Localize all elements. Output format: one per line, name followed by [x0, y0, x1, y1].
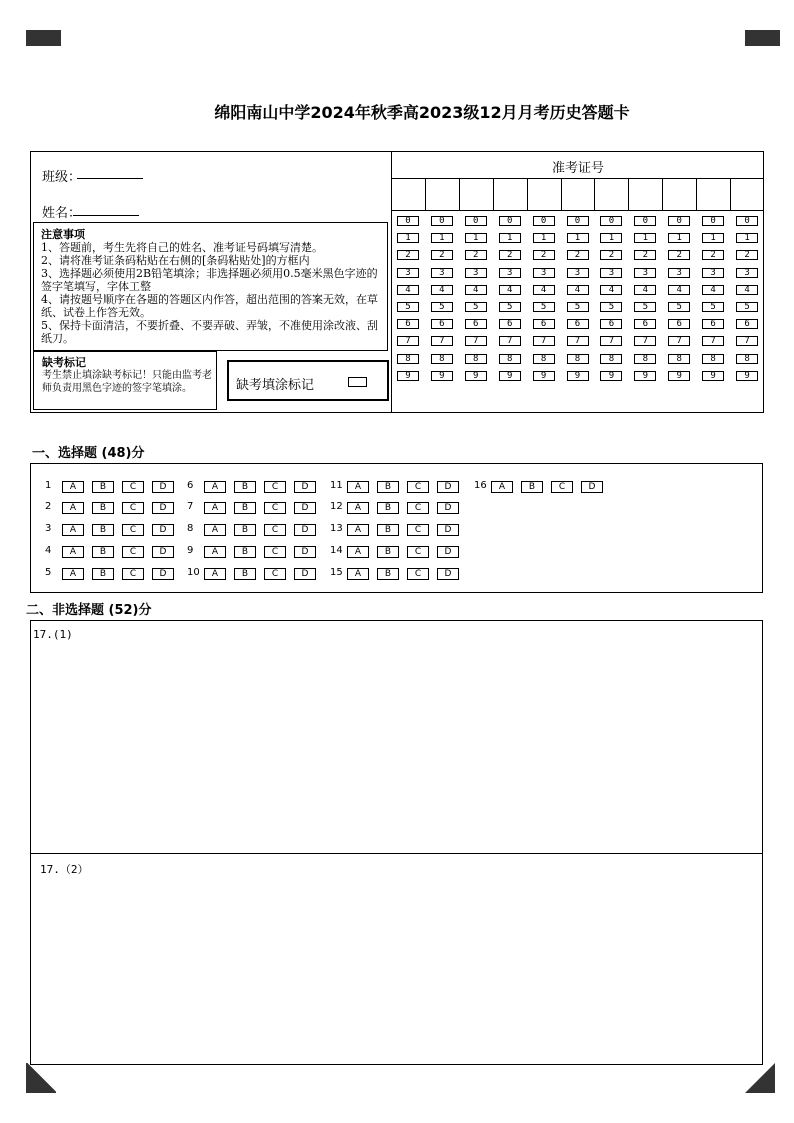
choice-bubble[interactable]: C: [407, 502, 429, 514]
exam-id-digit-bubble[interactable]: 2: [736, 250, 758, 260]
exam-id-column-divider: [594, 178, 595, 210]
answer-area-17-2[interactable]: [30, 853, 763, 1065]
choice-bubble[interactable]: A: [347, 524, 369, 536]
choice-bubble[interactable]: A: [204, 546, 226, 558]
exam-id-digit-bubble[interactable]: 2: [567, 250, 589, 260]
question-number: 7: [187, 501, 194, 512]
exam-id-digit-bubble[interactable]: 5: [736, 302, 758, 312]
choice-bubble[interactable]: B: [234, 481, 256, 493]
choice-bubble[interactable]: C: [122, 568, 144, 580]
choice-bubble[interactable]: C: [264, 481, 286, 493]
exam-id-digit-bubble[interactable]: 7: [397, 336, 419, 346]
choice-bubble[interactable]: A: [347, 568, 369, 580]
exam-id-digit-bubble[interactable]: 8: [634, 354, 656, 364]
question-number: 9: [187, 545, 194, 556]
notes-line: 5、保持卡面清洁，不要折叠、不要弄破、弄皱，不准使用涂改液、刮纸刀。: [41, 319, 378, 345]
exam-id-digit-bubble[interactable]: 4: [499, 285, 521, 295]
exam-id-digit-bubble[interactable]: 4: [567, 285, 589, 295]
absent-title: 缺考标记: [42, 356, 86, 369]
choice-bubble[interactable]: C: [264, 502, 286, 514]
corner-marker-top-left: [26, 30, 61, 46]
section2-title: 二、非选择题 (52)分: [26, 603, 152, 618]
exam-id-digit-bubble[interactable]: 6: [397, 319, 419, 329]
exam-id-digit-bubble[interactable]: 7: [499, 336, 521, 346]
exam-id-digit-bubble[interactable]: 3: [397, 268, 419, 278]
exam-id-digit-bubble[interactable]: 9: [567, 371, 589, 381]
choice-bubble[interactable]: B: [377, 546, 399, 558]
choice-bubble[interactable]: A: [62, 524, 84, 536]
exam-id-digit-bubble[interactable]: 0: [702, 216, 724, 226]
exam-id-digit-bubble[interactable]: 0: [533, 216, 555, 226]
choice-bubble[interactable]: B: [92, 524, 114, 536]
exam-id-digit-bubble[interactable]: 0: [567, 216, 589, 226]
choice-bubble[interactable]: D: [294, 502, 316, 514]
exam-id-column-divider: [493, 178, 494, 210]
exam-id-digit-bubble[interactable]: 0: [736, 216, 758, 226]
choice-bubble[interactable]: B: [234, 502, 256, 514]
choice-bubble[interactable]: C: [407, 546, 429, 558]
exam-id-digit-bubble[interactable]: 8: [702, 354, 724, 364]
choice-bubble[interactable]: C: [551, 481, 573, 493]
corner-marker-bottom-left: [26, 1063, 56, 1093]
exam-id-digit-bubble[interactable]: 5: [668, 302, 690, 312]
choice-bubble[interactable]: C: [122, 502, 144, 514]
choice-bubble[interactable]: A: [347, 546, 369, 558]
choice-bubble[interactable]: D: [294, 481, 316, 493]
exam-id-digit-bubble[interactable]: 7: [533, 336, 555, 346]
choice-bubble[interactable]: D: [152, 524, 174, 536]
exam-id-digit-bubble[interactable]: 3: [499, 268, 521, 278]
absent-fill-checkbox[interactable]: [348, 377, 367, 387]
exam-id-digit-bubble[interactable]: 0: [431, 216, 453, 226]
exam-id-digit-bubble[interactable]: 6: [600, 319, 622, 329]
notes-line: 1、答题前，考生先将自己的姓名、准考证号码填写清楚。: [41, 241, 323, 254]
exam-id-column-divider: [696, 178, 697, 210]
exam-id-digit-bubble[interactable]: 0: [397, 216, 419, 226]
choice-bubble[interactable]: D: [294, 568, 316, 580]
class-field[interactable]: [77, 178, 143, 179]
choice-bubble[interactable]: B: [377, 524, 399, 536]
exam-id-digit-bubble[interactable]: 0: [465, 216, 487, 226]
exam-id-digit-bubble[interactable]: 2: [634, 250, 656, 260]
choice-bubble[interactable]: B: [92, 546, 114, 558]
choice-bubble[interactable]: D: [152, 481, 174, 493]
choice-bubble[interactable]: A: [204, 568, 226, 580]
absent-desc: 考生禁止填涂缺考标记！只能由监考老师负责用黑色字迹的签字笔填涂。: [42, 370, 212, 394]
exam-id-digit-bubble[interactable]: 1: [634, 233, 656, 243]
question-number: 8: [187, 523, 194, 534]
exam-id-digit-bubble[interactable]: 6: [634, 319, 656, 329]
exam-id-digit-bubble[interactable]: 4: [736, 285, 758, 295]
exam-id-digit-bubble[interactable]: 2: [397, 250, 419, 260]
exam-id-digit-bubble[interactable]: 8: [465, 354, 487, 364]
exam-id-digit-bubble[interactable]: 9: [397, 371, 419, 381]
question-number: 14: [330, 545, 343, 556]
answer-area-17-1[interactable]: [30, 620, 763, 854]
exam-id-column-divider: [527, 178, 528, 210]
choice-bubble[interactable]: D: [437, 568, 459, 580]
choice-bubble[interactable]: A: [347, 502, 369, 514]
exam-id-digit-bubble[interactable]: 2: [600, 250, 622, 260]
choice-bubble[interactable]: C: [122, 546, 144, 558]
question-number: 6: [187, 480, 194, 491]
exam-id-digit-bubble[interactable]: 3: [431, 268, 453, 278]
choice-bubble[interactable]: C: [407, 524, 429, 536]
exam-id-digit-bubble[interactable]: 6: [533, 319, 555, 329]
exam-id-digit-bubble[interactable]: 2: [499, 250, 521, 260]
exam-id-digit-bubble[interactable]: 8: [397, 354, 419, 364]
exam-id-digit-bubble[interactable]: 8: [431, 354, 453, 364]
choice-bubble[interactable]: A: [62, 568, 84, 580]
choice-bubble[interactable]: B: [92, 568, 114, 580]
exam-id-digit-bubble[interactable]: 5: [702, 302, 724, 312]
exam-id-digit-bubble[interactable]: 3: [465, 268, 487, 278]
choice-bubble[interactable]: C: [264, 546, 286, 558]
choice-bubble[interactable]: D: [294, 546, 316, 558]
absent-info: [42, 356, 212, 395]
exam-id-digit-bubble[interactable]: 5: [465, 302, 487, 312]
exam-id-digit-bubble[interactable]: 7: [668, 336, 690, 346]
exam-id-column-divider: [730, 178, 731, 210]
exam-id-digit-bubble[interactable]: 2: [702, 250, 724, 260]
notes-content: [41, 228, 381, 345]
exam-id-digit-bubble[interactable]: 1: [499, 233, 521, 243]
exam-id-digit-bubble[interactable]: 3: [533, 268, 555, 278]
exam-id-digit-bubble[interactable]: 1: [668, 233, 690, 243]
exam-id-digit-bubble[interactable]: 6: [499, 319, 521, 329]
choice-bubble[interactable]: B: [377, 568, 399, 580]
choice-bubble[interactable]: D: [152, 568, 174, 580]
exam-id-digit-bubble[interactable]: 7: [736, 336, 758, 346]
exam-id-digit-bubble[interactable]: 8: [736, 354, 758, 364]
exam-id-digit-bubble[interactable]: 3: [600, 268, 622, 278]
exam-id-digit-bubble[interactable]: 8: [499, 354, 521, 364]
question-number: 10: [187, 567, 200, 578]
exam-id-digit-bubble[interactable]: 1: [567, 233, 589, 243]
class-label: 班级：: [42, 170, 82, 185]
exam-id-digit-bubble[interactable]: 0: [634, 216, 656, 226]
question-number: 12: [330, 501, 343, 512]
exam-id-digit-bubble[interactable]: 0: [600, 216, 622, 226]
exam-id-digit-bubble[interactable]: 4: [533, 285, 555, 295]
question-number: 3: [45, 523, 52, 534]
exam-id-digit-bubble[interactable]: 5: [600, 302, 622, 312]
exam-id-digit-bubble[interactable]: 8: [600, 354, 622, 364]
exam-id-column-divider: [561, 178, 562, 210]
exam-id-digit-bubble[interactable]: 9: [533, 371, 555, 381]
exam-id-digit-bubble[interactable]: 7: [431, 336, 453, 346]
exam-id-digit-bubble[interactable]: 4: [465, 285, 487, 295]
choice-bubble[interactable]: A: [347, 481, 369, 493]
exam-id-digit-bubble[interactable]: 9: [431, 371, 453, 381]
exam-id-digit-bubble[interactable]: 7: [600, 336, 622, 346]
page-title: 绵阳南山中学2024年秋季高2023级12月月考历史答题卡: [214, 103, 630, 122]
exam-id-digit-bubble[interactable]: 4: [431, 285, 453, 295]
notes-line: 2、请将准考证条码粘贴在右侧的[条码粘贴处]的方框内: [41, 254, 310, 267]
exam-id-digit-bubble[interactable]: 9: [702, 371, 724, 381]
exam-id-digit-bubble[interactable]: 4: [397, 285, 419, 295]
choice-bubble[interactable]: D: [152, 502, 174, 514]
exam-id-digit-bubble[interactable]: 7: [567, 336, 589, 346]
choice-bubble[interactable]: D: [437, 524, 459, 536]
exam-id-digit-bubble[interactable]: 6: [567, 319, 589, 329]
exam-id-digit-bubble[interactable]: 0: [668, 216, 690, 226]
header-divider: [391, 151, 392, 413]
exam-id-digit-bubble[interactable]: 6: [702, 319, 724, 329]
exam-id-digit-bubble[interactable]: 2: [465, 250, 487, 260]
exam-id-column-divider: [459, 178, 460, 210]
exam-id-digit-bubble[interactable]: 5: [431, 302, 453, 312]
choice-bubble[interactable]: C: [122, 524, 144, 536]
exam-id-digit-bubble[interactable]: 9: [668, 371, 690, 381]
exam-id-digit-bubble[interactable]: 5: [499, 302, 521, 312]
choice-bubble[interactable]: D: [152, 546, 174, 558]
exam-id-digit-bubble[interactable]: 6: [465, 319, 487, 329]
exam-id-digit-bubble[interactable]: 4: [634, 285, 656, 295]
q17-1-label: 17.(1): [33, 628, 73, 641]
question-number: 2: [45, 501, 52, 512]
exam-id-digit-bubble[interactable]: 6: [668, 319, 690, 329]
choice-bubble[interactable]: B: [234, 546, 256, 558]
exam-id-digit-bubble[interactable]: 7: [702, 336, 724, 346]
corner-marker-bottom-right: [745, 1063, 775, 1093]
choice-bubble[interactable]: B: [234, 524, 256, 536]
choice-bubble[interactable]: A: [204, 524, 226, 536]
question-number: 13: [330, 523, 343, 534]
exam-id-write-line: [391, 210, 764, 211]
choice-bubble[interactable]: B: [377, 481, 399, 493]
exam-id-digit-bubble[interactable]: 0: [499, 216, 521, 226]
question-number: 11: [330, 480, 343, 491]
exam-id-digit-bubble[interactable]: 7: [465, 336, 487, 346]
exam-id-digit-bubble[interactable]: 4: [702, 285, 724, 295]
choice-bubble[interactable]: B: [234, 568, 256, 580]
choice-bubble[interactable]: A: [491, 481, 513, 493]
question-number: 4: [45, 545, 52, 556]
q17-2-label: 17.（2）: [40, 863, 89, 876]
name-label: 姓名：: [42, 206, 82, 221]
exam-id-digit-bubble[interactable]: 1: [465, 233, 487, 243]
exam-id-digit-bubble[interactable]: 2: [668, 250, 690, 260]
choice-bubble[interactable]: C: [407, 568, 429, 580]
question-number: 1: [45, 480, 52, 491]
exam-id-digit-bubble[interactable]: 3: [736, 268, 758, 278]
exam-id-digit-bubble[interactable]: 1: [736, 233, 758, 243]
exam-id-digit-bubble[interactable]: 3: [567, 268, 589, 278]
question-number: 15: [330, 567, 343, 578]
exam-id-digit-bubble[interactable]: 9: [465, 371, 487, 381]
choice-bubble[interactable]: D: [437, 481, 459, 493]
exam-id-digit-bubble[interactable]: 7: [634, 336, 656, 346]
choice-bubble[interactable]: A: [204, 502, 226, 514]
choice-bubble[interactable]: C: [122, 481, 144, 493]
choice-bubble[interactable]: A: [62, 481, 84, 493]
exam-id-digit-bubble[interactable]: 2: [431, 250, 453, 260]
exam-id-digit-bubble[interactable]: 5: [567, 302, 589, 312]
choice-bubble[interactable]: B: [521, 481, 543, 493]
exam-id-digit-bubble[interactable]: 3: [634, 268, 656, 278]
section1-title: 一、选择题 (48)分: [32, 446, 145, 461]
exam-id-digit-bubble[interactable]: 8: [533, 354, 555, 364]
choice-bubble[interactable]: A: [204, 481, 226, 493]
question-number: 16: [474, 480, 487, 491]
exam-id-digit-bubble[interactable]: 9: [600, 371, 622, 381]
exam-id-digit-bubble[interactable]: 3: [702, 268, 724, 278]
choice-bubble[interactable]: D: [581, 481, 603, 493]
notes-line: 3、选择题必须使用2B铅笔填涂；非选择题必须用0.5毫米黑色字迹的签字笔填写，字体工整: [41, 267, 378, 293]
exam-id-digit-bubble[interactable]: 1: [600, 233, 622, 243]
exam-id-digit-bubble[interactable]: 9: [499, 371, 521, 381]
notes-title: 注意事项: [41, 228, 85, 241]
exam-id-digit-bubble[interactable]: 5: [634, 302, 656, 312]
exam-id-digit-bubble[interactable]: 8: [567, 354, 589, 364]
exam-id-digit-bubble[interactable]: 1: [431, 233, 453, 243]
exam-id-column-divider: [628, 178, 629, 210]
exam-id-label: 准考证号: [551, 161, 604, 176]
notes-line: 4、请按题号顺序在各题的答题区内作答，超出范围的答案无效，在草纸、试卷上作答无效。: [41, 293, 378, 319]
absent-fill-label: 缺考填涂标记: [236, 378, 315, 393]
choice-bubble[interactable]: C: [407, 481, 429, 493]
exam-id-digit-bubble[interactable]: 1: [397, 233, 419, 243]
exam-id-header-line: [391, 178, 764, 179]
exam-id-digit-bubble[interactable]: 6: [431, 319, 453, 329]
exam-id-column-divider: [425, 178, 426, 210]
exam-id-digit-bubble[interactable]: 4: [600, 285, 622, 295]
exam-id-digit-bubble[interactable]: 8: [668, 354, 690, 364]
exam-id-column-divider: [662, 178, 663, 210]
exam-id-digit-bubble[interactable]: 9: [634, 371, 656, 381]
name-field[interactable]: [73, 215, 139, 216]
choice-bubble[interactable]: B: [377, 502, 399, 514]
exam-id-digit-bubble[interactable]: 9: [736, 371, 758, 381]
exam-id-digit-bubble[interactable]: 5: [397, 302, 419, 312]
exam-id-digit-bubble[interactable]: 5: [533, 302, 555, 312]
choice-bubble[interactable]: A: [62, 502, 84, 514]
choice-bubble[interactable]: D: [437, 502, 459, 514]
question-number: 5: [45, 567, 52, 578]
choice-bubble[interactable]: B: [92, 481, 114, 493]
choice-bubble[interactable]: C: [264, 524, 286, 536]
exam-id-digit-bubble[interactable]: 4: [668, 285, 690, 295]
choice-bubble[interactable]: D: [437, 546, 459, 558]
corner-marker-top-right: [745, 30, 780, 46]
choice-bubble[interactable]: C: [264, 568, 286, 580]
choice-bubble[interactable]: B: [92, 502, 114, 514]
choice-bubble[interactable]: A: [62, 546, 84, 558]
choice-bubble[interactable]: D: [294, 524, 316, 536]
exam-id-digit-bubble[interactable]: 1: [533, 233, 555, 243]
exam-id-digit-bubble[interactable]: 2: [533, 250, 555, 260]
exam-id-digit-bubble[interactable]: 3: [668, 268, 690, 278]
exam-id-digit-bubble[interactable]: 6: [736, 319, 758, 329]
exam-id-digit-bubble[interactable]: 1: [702, 233, 724, 243]
